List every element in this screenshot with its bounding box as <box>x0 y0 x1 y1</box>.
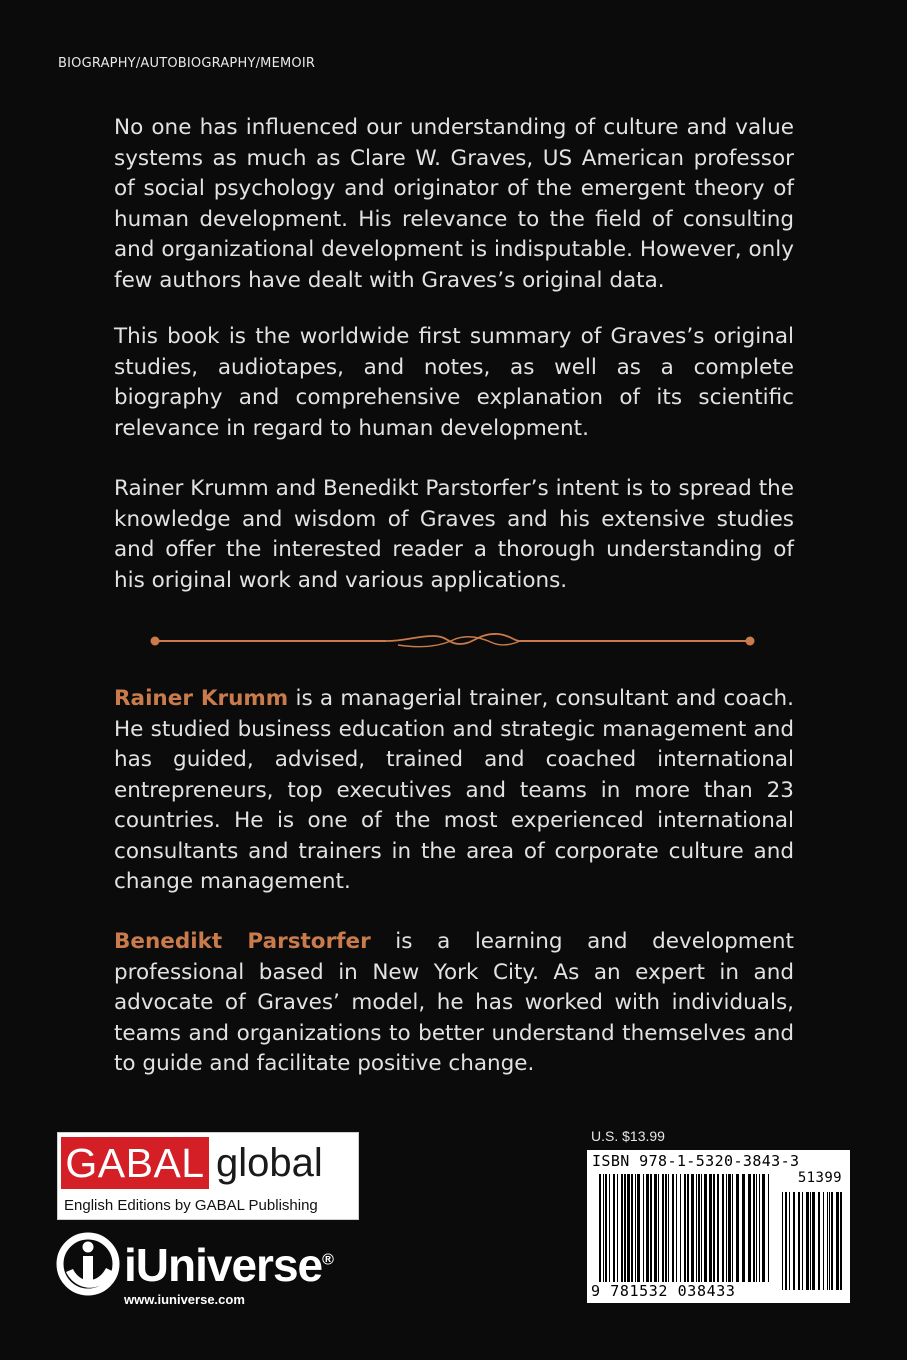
barcode-bar <box>624 1174 626 1282</box>
addon-bar <box>810 1192 811 1290</box>
barcode-bar <box>704 1174 707 1282</box>
addon-bar <box>802 1192 803 1290</box>
addon-bar <box>793 1192 795 1290</box>
barcode-bar <box>713 1174 715 1282</box>
barcode-bar <box>621 1174 623 1282</box>
barcode-bar <box>658 1174 659 1282</box>
barcode-bar <box>701 1174 702 1282</box>
author-name-1: Rainer Krumm <box>114 686 289 711</box>
addon-bar <box>806 1192 809 1290</box>
iuniverse-logo <box>56 1232 366 1306</box>
author-bio-1 <box>114 684 794 898</box>
category-label: BIOGRAPHY/AUTOBIOGRAPHY/MEMOIR <box>58 56 316 71</box>
barcode-bar <box>687 1174 689 1282</box>
addon-bar <box>818 1192 820 1290</box>
addon-bar <box>812 1192 815 1290</box>
barcode-bar <box>603 1174 604 1282</box>
barcode-bar <box>605 1174 607 1282</box>
addon-bar <box>831 1192 833 1290</box>
addon-bar <box>782 1192 783 1290</box>
barcode-bar <box>717 1174 719 1282</box>
iuniverse-name: iUniverse <box>124 1239 323 1291</box>
addon-bar <box>798 1192 800 1290</box>
author-bio-2 <box>114 927 794 1080</box>
ornamental-divider <box>148 628 758 654</box>
barcode-bar <box>768 1174 769 1282</box>
blurb-paragraph-2: This book is the worldwide first summary of Graves’s original studies, audiotapes, and notes, as well as a complete biography and comprehensive explanation of its scientific relevance in regard to human development. <box>114 324 794 441</box>
barcode-bar <box>748 1174 751 1282</box>
barcode-bars <box>587 1150 850 1303</box>
barcode-bar <box>599 1174 601 1282</box>
barcode-bar <box>684 1174 686 1282</box>
barcode-bar <box>742 1174 745 1282</box>
barcode-bar <box>668 1174 669 1282</box>
barcode-bar <box>722 1174 724 1282</box>
gabal-wordmark: GABAL <box>61 1137 209 1189</box>
barcode-bar <box>696 1174 697 1282</box>
barcode-bar <box>728 1174 731 1282</box>
blurb-paragraph-3: Rainer Krumm and Benedikt Parstorfer’s intent is to spread the knowledge and wisdom of Graves and his extensive studies and offer the interested reader a thorough understanding of his original work and various applications. <box>114 476 794 593</box>
barcode-bar <box>609 1174 610 1282</box>
global-wordmark: global <box>216 1141 323 1185</box>
isbn-number: ISBN 978-1-5320-3843-3 <box>592 1152 800 1170</box>
ean-digits: 9 781532 038433 <box>591 1282 736 1300</box>
author-name-2: Benedikt Parstorfer <box>114 929 371 954</box>
barcode-bar <box>650 1174 652 1282</box>
barcode-bar <box>617 1174 618 1282</box>
addon-bar <box>785 1192 787 1290</box>
barcode-bar <box>753 1174 755 1282</box>
addon-bar <box>823 1192 824 1290</box>
barcode-bar <box>672 1174 674 1282</box>
barcode-bar <box>643 1174 644 1282</box>
barcode-bar <box>756 1174 757 1282</box>
barcode-bar <box>691 1174 694 1282</box>
barcode-bar <box>736 1174 739 1282</box>
barcode-bar <box>627 1174 630 1282</box>
barcode-bar <box>646 1174 649 1282</box>
barcode-bar <box>662 1174 664 1282</box>
barcode-bar <box>665 1174 667 1282</box>
isbn-barcode <box>587 1150 850 1303</box>
barcode-bar <box>698 1174 700 1282</box>
barcode-bar <box>637 1174 640 1282</box>
author-bio-text-1: is a managerial trainer, consultant and coach. He studied business education and strategic management and has guided, advised, trained and coached international entrepreneurs, top executives and teams in more than 23 countries. He is one of the most experienced international consultants and trainers in the area of corporate culture and change management. <box>114 686 794 894</box>
addon-bar <box>789 1192 790 1290</box>
registered-mark: ® <box>322 1251 333 1269</box>
addon-bar <box>829 1192 830 1290</box>
iuniverse-emblem-icon <box>56 1232 120 1296</box>
blurb-paragraph-1: No one has influenced our understanding of culture and value systems as much as Clare W. Graves, US American professor of social psychology and originator of the emergent theory of human development. His relevance to the field of consulting and organizational development is indisputable. However, only few authors have dealt with Graves’s original data. <box>114 115 794 293</box>
barcode-bar <box>635 1174 636 1282</box>
barcode-bar <box>676 1174 677 1282</box>
barcode-bar <box>762 1174 765 1282</box>
barcode-bar <box>613 1174 615 1282</box>
gabal-subtitle: English Editions by GABAL Publishing <box>64 1197 318 1214</box>
barcode-bar <box>759 1174 760 1282</box>
author-bio-text-2: is a learning and development professional based in New York City. As an expert in and advocate of Graves’ model, he has worked with individuals, teams and organizations to better understand themselves and to guide and facilitate positive change. <box>114 929 794 1076</box>
iuniverse-wordmark <box>124 1238 333 1292</box>
gabal-global-logo <box>57 1132 359 1220</box>
price-label: U.S. $13.99 <box>591 1128 665 1144</box>
iuniverse-url: www.iuniverse.com <box>124 1292 245 1307</box>
addon-bar <box>836 1192 839 1290</box>
barcode-bar <box>726 1174 727 1282</box>
addon-code: 51399 <box>797 1170 842 1186</box>
barcode-bar <box>732 1174 733 1282</box>
barcode-bar <box>709 1174 712 1282</box>
addon-bar <box>840 1192 842 1290</box>
barcode-bar <box>680 1174 681 1282</box>
barcode-bar <box>654 1174 657 1282</box>
addon-bar <box>827 1192 828 1290</box>
barcode-bar <box>631 1174 633 1282</box>
